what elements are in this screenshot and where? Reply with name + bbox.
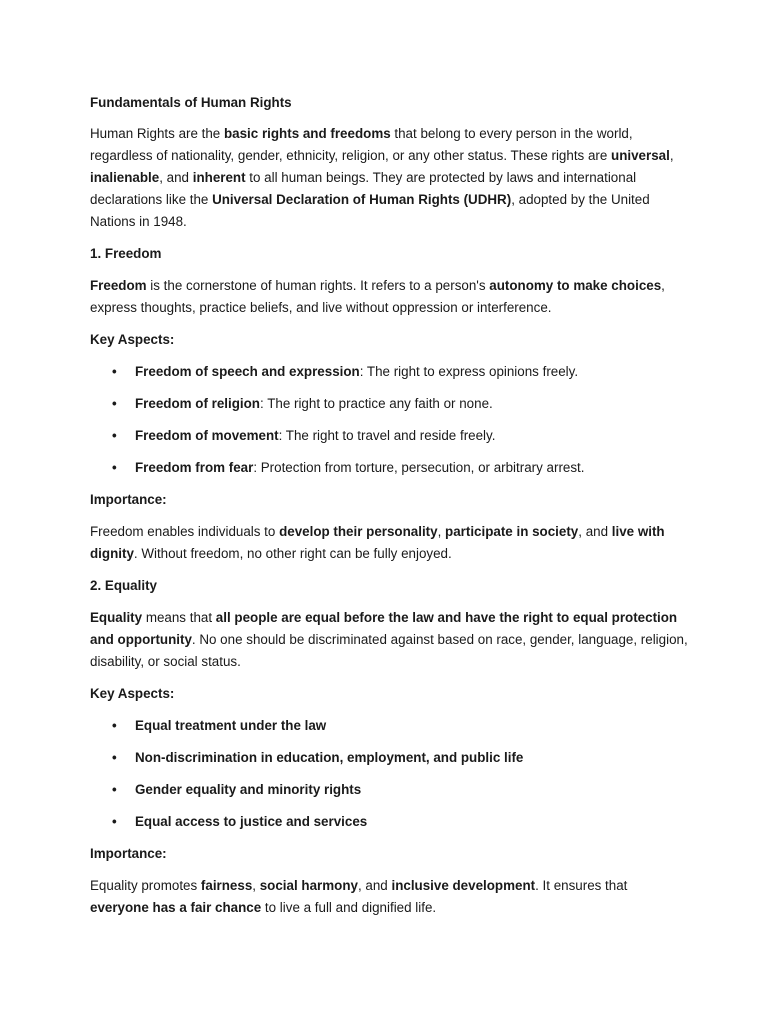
section-heading: 1. Freedom bbox=[90, 246, 162, 261]
text-run: is the cornerstone of human rights. It refers to a person's bbox=[146, 278, 490, 293]
bold-text-run: everyone has a fair chance bbox=[90, 900, 262, 915]
document-title: Fundamentals of Human Rights bbox=[90, 95, 292, 110]
bold-text-run: inherent bbox=[192, 170, 246, 185]
section-definition bbox=[90, 275, 688, 319]
bold-text-run: Freedom of movement bbox=[135, 428, 279, 443]
bold-text-run: Gender equality and minority rights bbox=[135, 782, 362, 797]
bullet-icon: • bbox=[112, 814, 117, 829]
bullet-icon: • bbox=[112, 750, 117, 765]
bold-text-run: live with dignity bbox=[90, 524, 665, 561]
text-run: Freedom enables individuals to bbox=[90, 524, 280, 539]
text-run: : The right to practice any faith or none. bbox=[260, 396, 493, 411]
text-run: . It ensures that bbox=[535, 878, 628, 893]
bold-text-run: basic rights and freedoms bbox=[223, 126, 391, 141]
bold-text-run: Freedom bbox=[90, 278, 147, 293]
text-run: , bbox=[252, 878, 260, 893]
bold-text-run: social harmony bbox=[259, 878, 358, 893]
bullet-icon: • bbox=[112, 396, 117, 411]
key-aspects-label: Key Aspects: bbox=[90, 332, 175, 347]
text-run: : The right to travel and reside freely. bbox=[278, 428, 496, 443]
bold-text-run: Non-discrimination in education, employment, and public life bbox=[135, 750, 524, 765]
section-heading: 2. Equality bbox=[90, 578, 157, 593]
list-item bbox=[90, 715, 688, 737]
text-run: , bbox=[437, 524, 446, 539]
text-run: : Protection from torture, persecution, or arbitrary arrest. bbox=[253, 460, 585, 475]
bold-text-run: Equal treatment under the law bbox=[135, 718, 327, 733]
text-run: to live a full and dignified life. bbox=[261, 900, 437, 915]
bold-text-run: fairness bbox=[200, 878, 253, 893]
section-definition bbox=[90, 607, 688, 673]
section-equality bbox=[90, 575, 688, 919]
section-freedom bbox=[90, 243, 688, 565]
bold-text-run: autonomy to make choices bbox=[489, 278, 662, 293]
key-aspects-list bbox=[90, 715, 688, 833]
bold-text-run: participate in society bbox=[445, 524, 579, 539]
text-run: that belong to every person in the world, regardless of nationality, gender, ethnicity, religion, or any other status. These rights are bbox=[90, 126, 633, 163]
bold-text-run: all people are equal before the law and have the right to equal protection and opportunity bbox=[90, 610, 678, 647]
list-item bbox=[90, 779, 688, 801]
importance-label: Importance: bbox=[90, 492, 167, 507]
text-run: , bbox=[669, 148, 674, 163]
bold-text-run: develop their personality bbox=[279, 524, 438, 539]
text-run: , adopted by the United Nations in 1948. bbox=[90, 192, 650, 229]
key-aspects-label: Key Aspects: bbox=[90, 686, 175, 701]
bullet-icon: • bbox=[112, 782, 117, 797]
bold-text-run: Freedom from fear bbox=[135, 460, 254, 475]
bold-text-run: Freedom of speech and expression bbox=[135, 364, 360, 379]
bold-text-run: universal bbox=[611, 148, 670, 163]
text-run: . No one should be discriminated against based on race, gender, language, religion, disability, or social status. bbox=[90, 632, 688, 669]
text-run: : The right to express opinions freely. bbox=[359, 364, 579, 379]
list-item bbox=[90, 457, 688, 479]
text-run: , and bbox=[578, 524, 612, 539]
list-item bbox=[90, 425, 688, 447]
key-aspects-list bbox=[90, 361, 688, 479]
text-run: Equality promotes bbox=[90, 878, 201, 893]
text-run: to all human beings. They are protected by laws and international declarations like the bbox=[90, 170, 637, 207]
text-run: Human Rights are the bbox=[90, 126, 224, 141]
bold-text-run: Universal Declaration of Human Rights (UDHR) bbox=[212, 192, 512, 207]
bullet-icon: • bbox=[112, 460, 117, 475]
bold-text-run: inclusive development bbox=[391, 878, 536, 893]
text-run: . Without freedom, no other right can be fully enjoyed. bbox=[133, 546, 452, 561]
text-run: means that bbox=[142, 610, 216, 625]
bullet-icon: • bbox=[112, 718, 117, 733]
list-item bbox=[90, 393, 688, 415]
bullet-icon: • bbox=[112, 364, 117, 379]
list-item bbox=[90, 811, 688, 833]
list-item bbox=[90, 361, 688, 383]
intro-paragraph bbox=[90, 123, 688, 233]
bold-text-run: Freedom of religion bbox=[135, 396, 260, 411]
bold-text-run: Equality bbox=[90, 610, 143, 625]
bullet-icon: • bbox=[112, 428, 117, 443]
text-run: , express thoughts, practice beliefs, and live without oppression or interference. bbox=[90, 278, 665, 315]
list-item bbox=[90, 747, 688, 769]
importance-paragraph bbox=[90, 875, 688, 919]
importance-label: Importance: bbox=[90, 846, 167, 861]
importance-paragraph bbox=[90, 521, 688, 565]
bold-text-run: Equal access to justice and services bbox=[135, 814, 368, 829]
text-run: , and bbox=[159, 170, 193, 185]
text-run: , and bbox=[357, 878, 392, 893]
bold-text-run: inalienable bbox=[90, 170, 160, 185]
